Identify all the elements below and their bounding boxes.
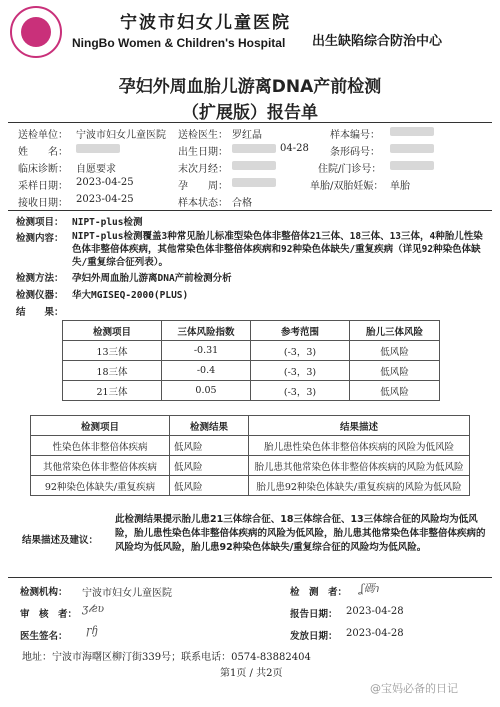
result-label: 结 果： [16,307,64,318]
table-cell: 胎儿患性染色体非整倍体疾病的风险为低风险 [249,436,470,456]
info-label: 姓 名： [18,147,68,158]
table-cell: 低风险 [350,381,440,401]
report-date: 2023-04-28 [346,606,404,617]
table-cell: 胎儿患92种染色体缺失/重复疾病的风险为低风险 [249,476,470,496]
info-value: 2023-04-25 [76,194,134,205]
test-instrument: 华大MGISEQ-2000(PLUS) [72,290,189,301]
info-value: 罗红晶 [232,130,262,141]
disease-risk-table [30,415,470,496]
summary-text: 此检测结果提示胎儿患21三体综合征、18三体综合征、13三体综合征的风险均为低风险，胎儿患性染色体非整倍体疾病的风险为低风险，胎儿患其他常染色体非整倍体疾病的风险均为低风险，胎儿患92种染色体缺失/重复综合征的风险均为低风险。 [115,514,486,553]
divider [8,577,492,578]
test-method-label: 检测方法： [16,273,64,284]
redacted-block [232,160,276,171]
info-label: 末次月经： [178,164,228,175]
issue-date: 2023-04-28 [346,628,404,639]
info-value: 04-28 [280,143,309,154]
redacted-block [390,143,434,154]
info-label: 样本状态： [178,198,228,209]
report-subtitle: （扩展版）报告单 [182,103,318,123]
report-header [0,0,500,62]
table-header-cell: 三体风险指数 [162,321,251,341]
reviewer-signature: ʒ𝓁ƨʋ [82,602,105,615]
table-cell: 胎儿患其他常染色体非整倍体疾病的风险为低风险 [249,456,470,476]
table-header-row [63,321,440,341]
table-row [63,341,440,361]
address: 地址：宁波市海曙区柳汀街339号；联系电话：0574-83882404 [22,652,311,663]
issue-date-label: 发放日期： [290,631,338,642]
table-row [63,381,440,401]
info-value: 自愿要求 [76,164,116,175]
table-cell: -0.31 [162,341,251,361]
redacted-block [232,143,276,154]
table-cell: 低风险 [350,361,440,381]
table-cell: 性染色体非整倍体疾病 [31,436,170,456]
table-cell: 13三体 [63,341,162,361]
info-value: 宁波市妇女儿童医院 [76,130,166,141]
info-label: 接收日期： [18,198,68,209]
hospital-name-en: NingBo Women & Children's Hospital [72,36,286,50]
table-header-row [31,416,470,436]
info-label: 样本编号： [330,130,380,141]
org-value: 宁波市妇女儿童医院 [82,588,172,599]
table-cell: 其他常染色体非整倍体疾病 [31,456,170,476]
table-header-cell: 检测项目 [31,416,170,436]
divider [8,210,492,211]
tester-label: 检 测 者： [290,587,348,598]
test-method: 孕妇外周血胎儿游离DNA产前检测分析 [72,273,232,284]
table-row [31,436,470,456]
table-cell: (-3，3) [251,341,350,361]
info-value: 2023-04-25 [76,177,134,188]
table-cell: 低风险 [350,341,440,361]
page-number: 第1页 / 共2页 [220,668,283,679]
info-label: 单胎/双胎妊娠： [310,181,384,192]
test-item: NIPT-plus检测 [72,217,143,228]
table-cell: 低风险 [170,456,249,476]
info-label: 条形码号： [330,147,380,158]
table-cell: 低风险 [170,476,249,496]
table-cell: 18三体 [63,361,162,381]
info-label: 送检医生： [178,130,228,141]
report-date-label: 报告日期： [290,609,338,620]
test-content: NIPT-plus检测覆盖3种常见胎儿标准型染色体非整倍体21三体、18三体、13三体，4种胎儿性染色体非整倍体疾病，其他常染色体非整倍体疾病和92种染色体缺失/重复疾病（详见92种染色体缺失/重复综合征列表）。 [72,231,483,268]
hospital-name-cn: 宁波市妇女儿童医院 [120,13,291,33]
table-cell: -0.4 [162,361,251,381]
table-cell: (-3，3) [251,361,350,381]
table-cell: 21三体 [63,381,162,401]
info-label: 采样日期： [18,181,68,192]
table-header-cell: 参考范围 [251,321,350,341]
table-cell: 0.05 [162,381,251,401]
trisomy-table [62,320,440,401]
info-label: 孕 周： [178,181,228,192]
org-label: 检测机构： [20,587,68,598]
redacted-block [390,160,434,171]
table-row [63,361,440,381]
table-header-cell: 结果描述 [249,416,470,436]
doctor-signature: ɼɧ [86,624,99,637]
tester-signature: ʆ碼ɿ [360,582,380,595]
reviewer-label: 审 核 者： [20,609,78,620]
table-cell: 低风险 [170,436,249,456]
table-header-cell: 检测项目 [63,321,162,341]
table-cell: 92种染色体缺失/重复疾病 [31,476,170,496]
table-cell: (-3，3) [251,381,350,401]
divider [8,122,492,123]
redacted-block [232,177,276,188]
table-row [31,456,470,476]
info-label: 临床诊断： [18,164,68,175]
info-value: 合格 [232,198,252,209]
test-content-label: 检测内容： [16,233,64,244]
info-label: 出生日期： [178,147,228,158]
center-name: 出生缺陷综合防治中心 [312,34,443,49]
test-instrument-label: 检测仪器： [16,290,64,301]
test-item-label: 检测项目： [16,217,64,228]
watermark: @宝妈必备的日记 [370,682,458,695]
table-row [31,476,470,496]
redacted-block [390,126,434,137]
signer-label: 医生签名： [20,631,68,642]
summary-label: 结果描述及建议： [22,535,99,546]
info-label: 住院/门诊号： [318,164,382,175]
info-label: 送检单位： [18,130,68,141]
redacted-block [76,143,120,154]
table-header-cell: 检测结果 [170,416,249,436]
info-value: 单胎 [390,181,410,192]
hospital-logo-icon [10,6,62,58]
report-title: 孕妇外周血胎儿游离DNA产前检测 [118,77,382,97]
table-header-cell: 胎儿三体风险 [350,321,440,341]
